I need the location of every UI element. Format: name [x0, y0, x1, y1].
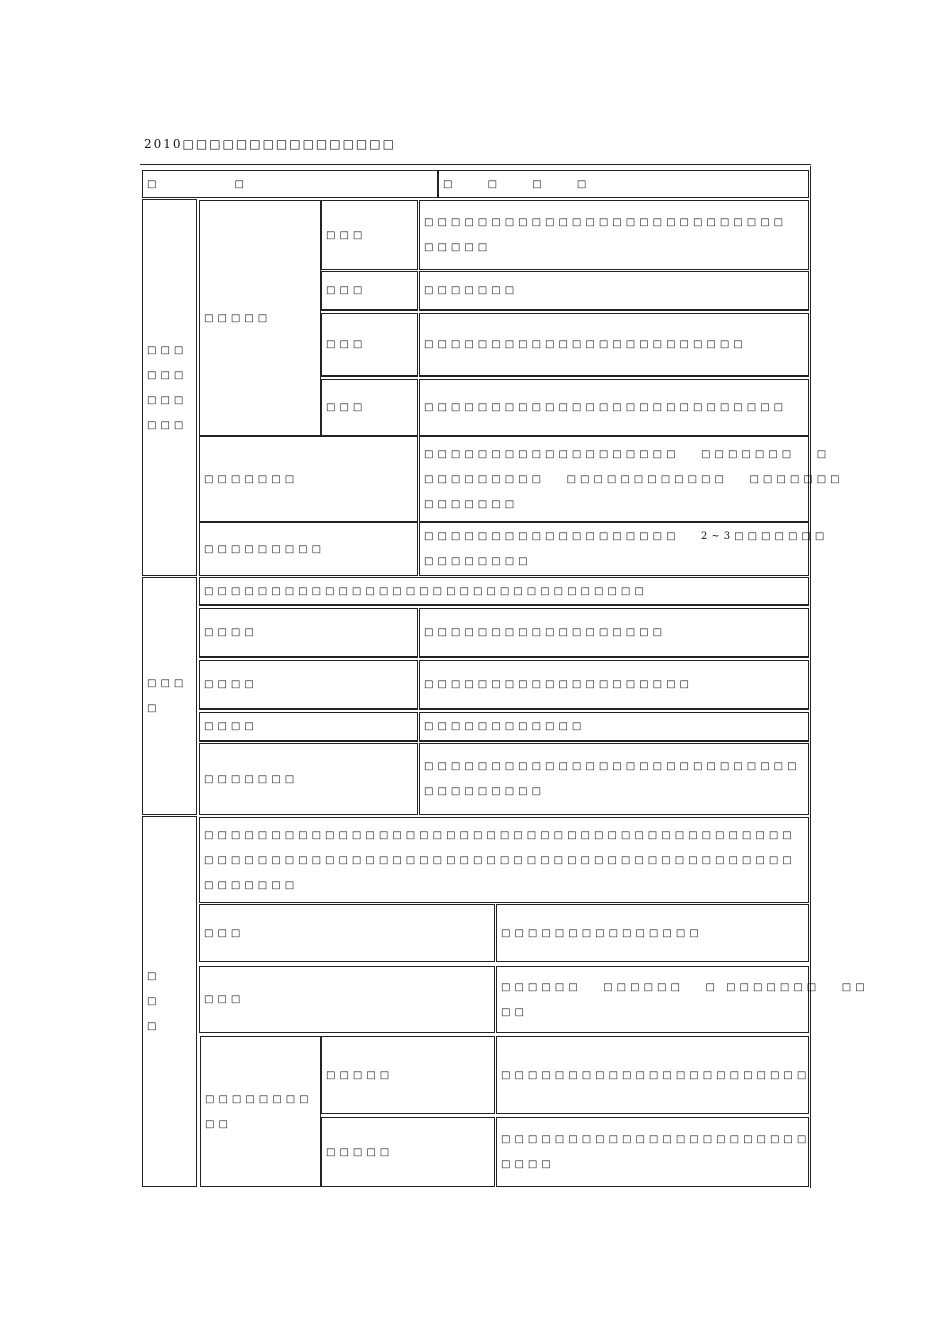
section1-label — [142, 199, 197, 576]
section2-label — [142, 577, 197, 815]
section2-label-line: □□□ — [147, 678, 188, 689]
section3-label-line: □ — [147, 1021, 161, 1032]
s3-intro-line: □□□□□□□□□□□□□□□□□□□□□□□□□□□□□□□□□□□□□□□□□□□□ — [204, 854, 796, 866]
s1-row2-key: □□□ — [321, 271, 418, 311]
s1-row2-value: □□□□□□□ — [419, 271, 809, 311]
s1-row4-key: □□□ — [321, 379, 418, 436]
section1-label-line: □□□ — [147, 419, 188, 431]
header-right-cell: □ □ □ □ — [438, 170, 809, 198]
section3-label-line: □ — [147, 971, 161, 982]
s1-rowc-key: □□□□□□□□□ — [199, 522, 418, 576]
s2-row2-key: □□□□ — [199, 660, 418, 710]
s1-rowc-line: □□□□□□□□□□□□□□□□□□□ 2~3□□□□□□□ — [424, 531, 829, 542]
header-left-a: □ — [147, 178, 161, 190]
section1-group-cell: □□□□□ — [199, 200, 321, 436]
s1-row1-key: □□□ — [321, 200, 418, 270]
s3-sub2-line: □□□□□□□□□□□□□□□□□□□□□□□ — [501, 1134, 811, 1145]
section1-label-line: □□□ — [147, 369, 188, 381]
s3-intro-line: □□□□□□□ — [204, 879, 299, 891]
s3-group-line: □□ — [205, 1118, 232, 1130]
s2-row3-key: □□□□ — [199, 712, 418, 742]
s3-rowb-key: □□□ — [199, 966, 495, 1033]
section2-label-line: □ — [147, 703, 161, 714]
s2-row1-key: □□□□ — [199, 608, 418, 658]
s1-row4-value: □□□□□□□□□□□□□□□□□□□□□□□□□□□ — [419, 379, 809, 436]
s2-row4-line: □□□□□□□□□□□□□□□□□□□□□□□□□□□□ — [424, 761, 801, 772]
header-left-b: □ — [234, 178, 248, 190]
section1-label-line: □□□ — [147, 344, 188, 356]
s3-group-cell — [200, 1036, 321, 1187]
s2-row1-value: □□□□□□□□□□□□□□□□□□ — [419, 608, 809, 658]
section1-label-line: □□□ — [147, 394, 188, 406]
s3-rowa-value: □□□□□□□□□□□□□□□ — [496, 904, 809, 962]
s2-row4-line: □□□□□□□□□ — [424, 786, 546, 797]
s3-group-line: □□□□□□□□ — [205, 1093, 313, 1105]
s3-rowb-line: □□ — [501, 1006, 528, 1018]
s1-rowb-line: □□□□□□□□□□□□□□□□□□□ □□□□□□□ □ — [424, 448, 831, 460]
s3-sub1-value: □□□□□□□□□□□□□□□□□□□□□□□ — [496, 1036, 809, 1114]
s1-rowb-value — [419, 436, 844, 522]
section3-label — [142, 816, 197, 1187]
s3-sub2-key: □□□□□ — [321, 1117, 495, 1187]
s1-rowc-line: □□□□□□□□ — [424, 556, 532, 567]
document-title: 2010□□□□□□□□□□□□□□□□ — [144, 137, 396, 151]
section3-label-line: □ — [147, 996, 161, 1007]
section2-intro: □□□□□□□□□□□□□□□□□□□□□□□□□□□□□□□□□ — [199, 577, 809, 606]
s1-rowb-key: □□□□□□□ — [199, 436, 418, 522]
s1-rowc-value — [419, 522, 829, 576]
s3-intro-line: □□□□□□□□□□□□□□□□□□□□□□□□□□□□□□□□□□□□□□□□□□□□ — [204, 829, 796, 841]
s3-sub2-value — [496, 1117, 809, 1187]
s2-row4-value — [419, 743, 809, 815]
s3-rowb-value — [496, 966, 869, 1033]
s2-row2-value: □□□□□□□□□□□□□□□□□□□□ — [419, 660, 809, 710]
s1-row3-key: □□□ — [321, 313, 418, 377]
s3-rowb-line: □□□□□□ □□□□□□ □ □□□□□□□ □□ — [501, 981, 869, 993]
s2-row3-value: □□□□□□□□□□□□ — [419, 712, 809, 742]
section3-intro — [199, 817, 809, 903]
s3-sub2-line: □□□□ — [501, 1159, 555, 1170]
s1-rowb-line: □□□□□□□□□ □□□□□□□□□□□□ □□□□□□□ — [424, 473, 844, 485]
s1-row3-value: □□□□□□□□□□□□□□□□□□□□□□□□ — [419, 313, 809, 377]
s1-rowb-line: □□□□□□□ — [424, 498, 519, 510]
top-rule — [140, 164, 811, 165]
s3-sub1-key: □□□□□ — [321, 1036, 495, 1114]
s2-row4-key: □□□□□□□ — [199, 743, 418, 815]
s1-row1-line: □□□□□ — [424, 242, 492, 253]
s3-rowa-key: □□□ — [199, 904, 495, 962]
s1-row1-line: □□□□□□□□□□□□□□□□□□□□□□□□□□□ — [424, 217, 788, 228]
header-left-cell — [142, 170, 438, 198]
s1-row1-value — [419, 200, 809, 270]
